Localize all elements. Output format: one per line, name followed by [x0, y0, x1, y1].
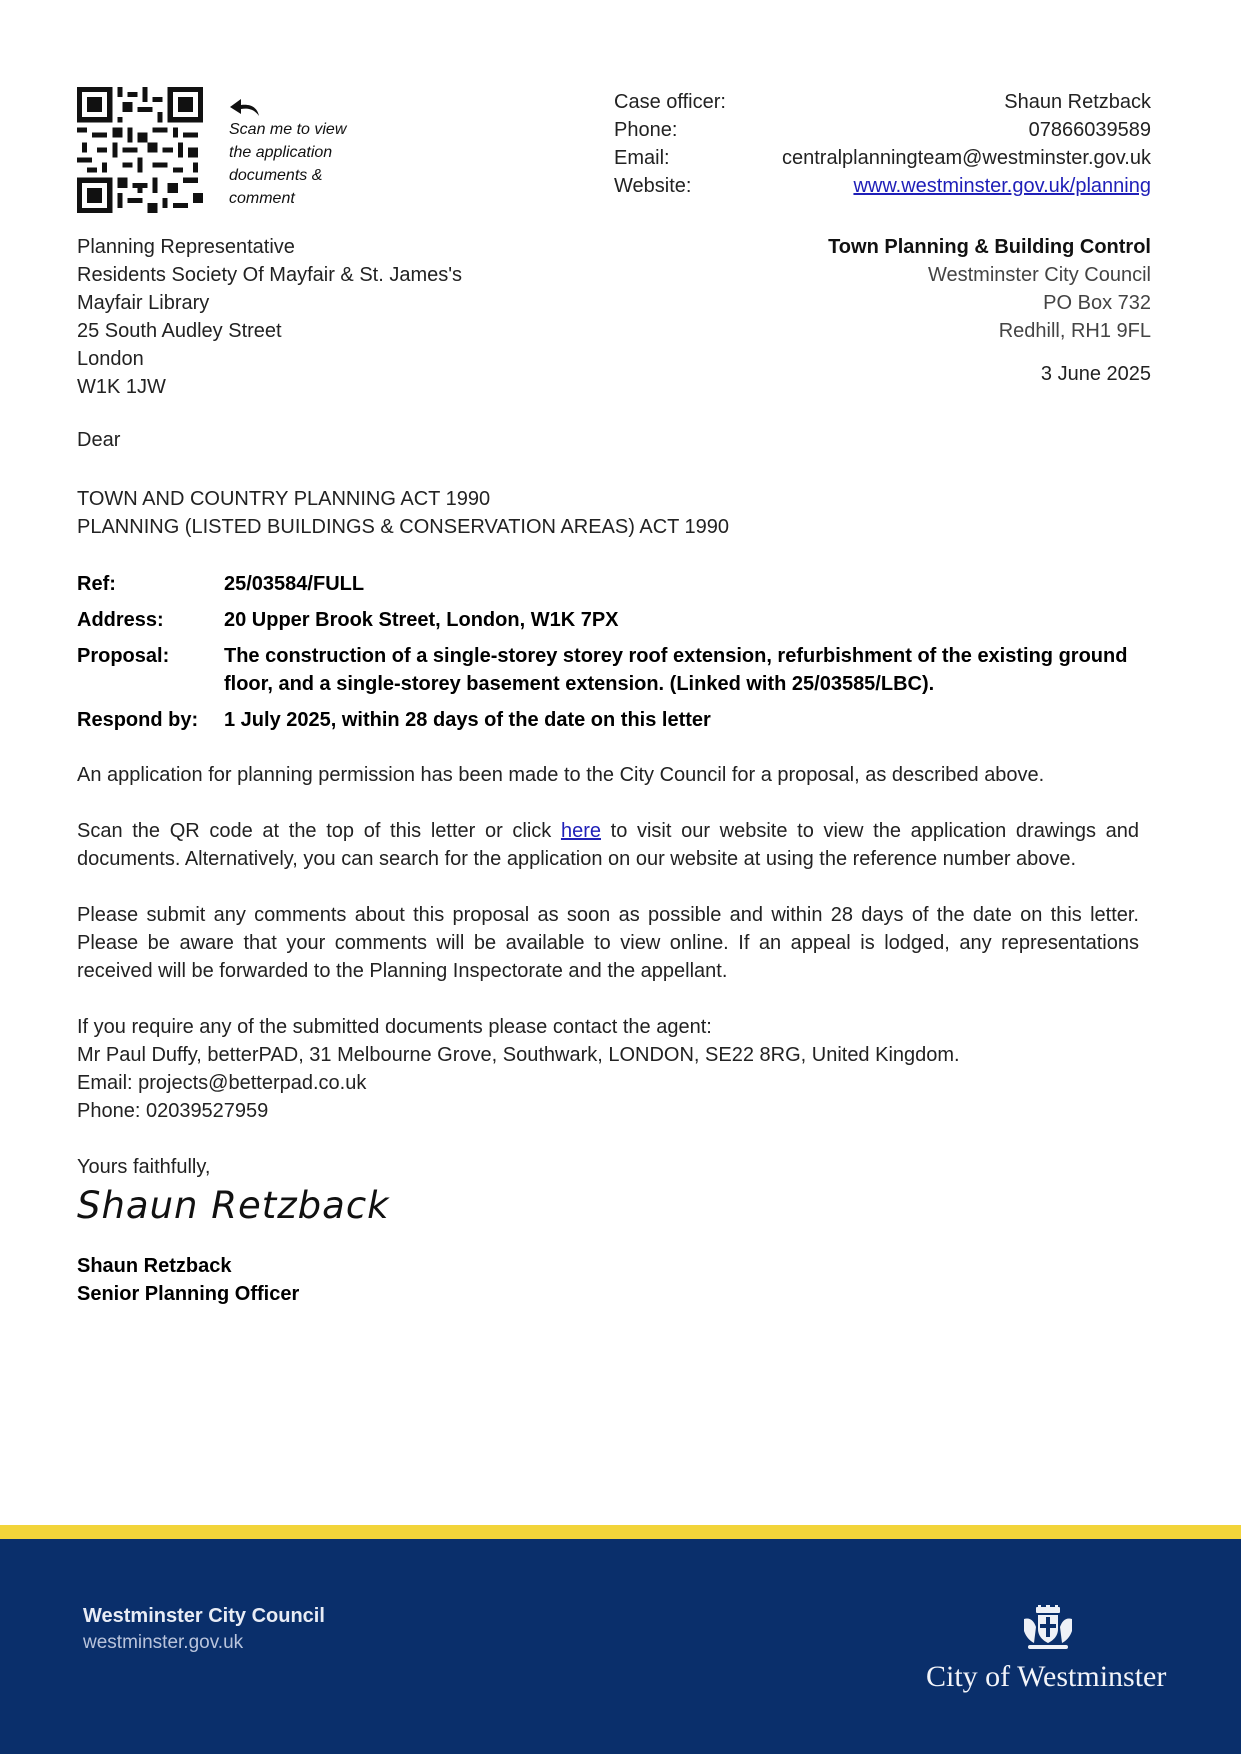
detail-label: Respond by: [77, 709, 199, 731]
qr-caption-line: Scan me to view [229, 121, 347, 138]
respond-by-date: 1 July 2025, within 28 days of the date on this letter [224, 709, 711, 731]
recipient-line: 25 South Audley Street [77, 320, 282, 342]
signer-name: Shaun Retzback [77, 1255, 232, 1277]
proposal-text: The construction of a single-storey storey roof extension, refurbishment of the existing ground floor, and a single-storey basement extension. (Linked with 25/03585/LBC). [224, 645, 1128, 695]
contact-row [614, 172, 1151, 200]
contact-label: Phone: [614, 119, 678, 141]
footer-org-name: Westminster City Council [83, 1605, 325, 1627]
detail-row-ref [77, 570, 1157, 598]
qr-code[interactable] [77, 87, 203, 213]
closing: Yours faithfully, [77, 1156, 211, 1178]
detail-label: Address: [77, 609, 164, 631]
paragraph-qr [77, 817, 1139, 873]
reference-number: 25/03584/FULL [224, 573, 365, 595]
recipient-line: Residents Society Of Mayfair & St. James's [77, 264, 463, 286]
email-address: centralplanningteam@westminster.gov.uk [781, 147, 1151, 169]
footer-city-logo-text: City of Westminster [926, 1660, 1167, 1693]
paragraph-text: to visit our website to view the application drawings and documents. Alternatively, you can search for the application on our website at using the reference number above. [77, 820, 1139, 870]
sender-line: Westminster City Council [927, 264, 1151, 286]
contact-label: Case officer: [614, 91, 726, 113]
qr-caption [229, 118, 346, 210]
qr-caption-line: the application [229, 144, 333, 161]
act-line: PLANNING (LISTED BUILDINGS & CONSERVATION AREAS) ACT 1990 [77, 516, 730, 538]
sender-line: PO Box 732 [1043, 292, 1151, 314]
footer-stripe [0, 1525, 1241, 1539]
application-details [77, 570, 1157, 742]
recipient-line: W1K 1JW [77, 376, 166, 398]
salutation: Dear [77, 429, 121, 451]
signer-title: Senior Planning Officer [77, 1283, 300, 1305]
agent-contact [77, 1013, 1139, 1125]
recipient-line: Planning Representative [77, 236, 295, 258]
paragraph-comments: Please submit any comments about this proposal as soon as possible and within 28 days of the date on this letter. Please be aware that your comments will be available to view online. If an appeal is lodged, any representations received will be forwarded to the Planning Inspectorate and the appellant. [77, 904, 1139, 982]
detail-label: Ref: [77, 573, 116, 595]
contact-label: Email: [614, 147, 670, 169]
case-officer-name: Shaun Retzback [1004, 91, 1151, 113]
sender-line: Redhill, RH1 9FL [998, 320, 1151, 342]
paragraph-text: Scan the QR code at the top of this letter or click [77, 820, 561, 842]
detail-row-respond [77, 706, 1157, 734]
detail-label: Proposal: [77, 645, 170, 667]
qr-caption-line: comment [229, 190, 295, 207]
agent-line: If you require any of the submitted documents please contact the agent: [77, 1016, 712, 1038]
crest-icon [1018, 1605, 1078, 1651]
here-link[interactable]: here [560, 820, 601, 842]
detail-row-address [77, 606, 1157, 634]
site-address: 20 Upper Brook Street, London, W1K 7PX [224, 609, 619, 631]
department-name: Town Planning & Building Control [828, 236, 1151, 258]
contact-row [614, 88, 1151, 116]
signature: Shaun Retzback [77, 1184, 390, 1227]
footer-website: westminster.gov.uk [83, 1632, 244, 1653]
contact-row [614, 144, 1151, 172]
recipient-line: London [77, 348, 144, 370]
contact-label: Website: [614, 175, 692, 197]
contact-row [614, 116, 1151, 144]
signer-block [77, 1252, 299, 1308]
agent-line: Email: projects@betterpad.co.uk [77, 1072, 367, 1094]
legislation-heading [77, 485, 729, 541]
letter-date: 3 June 2025 [1040, 363, 1151, 385]
recipient-line: Mayfair Library [77, 292, 210, 314]
paragraph-intro: An application for planning permission has been made to the City Council for a proposal, as described above. [77, 764, 1045, 786]
phone-number: 07866039589 [1028, 119, 1151, 141]
contact-block [614, 88, 1151, 200]
qr-caption-line: documents & [229, 167, 323, 184]
recipient-address [77, 233, 462, 401]
act-line: TOWN AND COUNTRY PLANNING ACT 1990 [77, 488, 491, 510]
curved-arrow-icon [229, 96, 263, 118]
agent-line: Mr Paul Duffy, betterPAD, 31 Melbourne Grove, Southwark, LONDON, SE22 8RG, United Kingdom. [77, 1044, 960, 1066]
detail-row-proposal [77, 642, 1157, 698]
agent-line: Phone: 02039527959 [77, 1100, 269, 1122]
website-link[interactable]: www.westminster.gov.uk/planning [853, 175, 1151, 197]
sender-address [828, 233, 1151, 345]
